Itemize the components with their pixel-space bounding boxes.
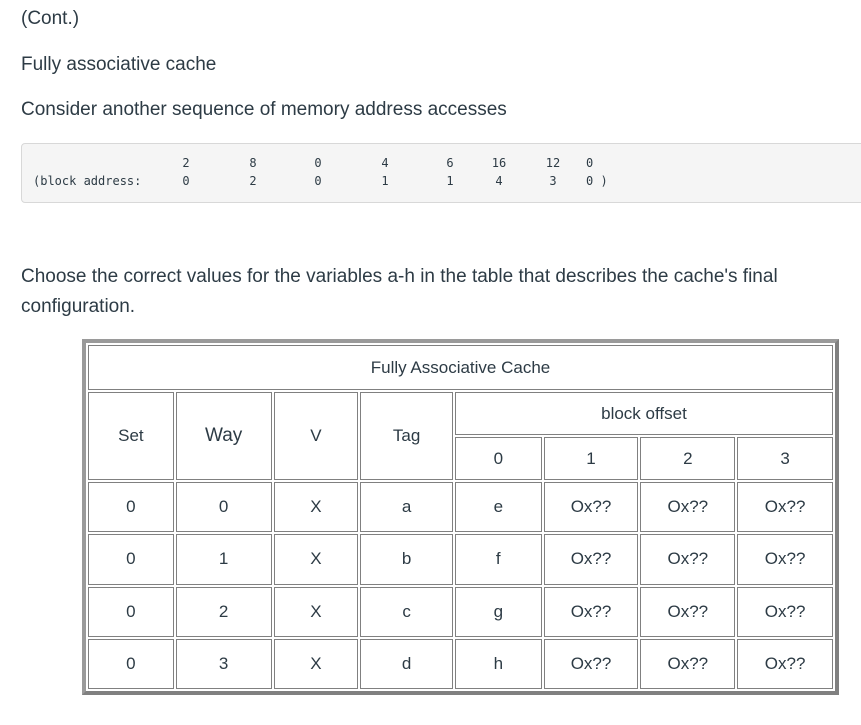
cell-byte: g [455, 587, 542, 637]
cell-byte: Ox?? [544, 482, 639, 532]
cell-set: 0 [88, 482, 174, 532]
cell-way: 2 [176, 587, 272, 637]
instruction-text: Choose the correct values for the variables a-h in the table that describes the cache's final configuration. [21, 266, 778, 317]
header-tag: Tag [360, 392, 453, 480]
cell-set: 0 [88, 534, 174, 584]
cell-byte: e [455, 482, 542, 532]
header-set: Set [88, 392, 174, 480]
cell-set: 0 [88, 639, 174, 689]
code-value: 16 [491, 156, 507, 170]
cell-byte: Ox?? [640, 587, 735, 637]
cell-byte: Ox?? [737, 534, 833, 584]
code-value: 6 [446, 156, 454, 170]
code-value: 1 [446, 174, 454, 188]
cell-byte: Ox?? [544, 587, 639, 637]
offset-header: 2 [640, 437, 735, 480]
section-heading: Fully associative cache [21, 54, 217, 75]
offset-header: 1 [544, 437, 639, 480]
offset-header: 0 [455, 437, 542, 480]
code-value: 0 [314, 156, 322, 170]
header-block-offset: block offset [455, 392, 833, 435]
table-row [88, 482, 833, 532]
cell-byte: h [455, 639, 542, 689]
code-value: 2 [249, 174, 257, 188]
header-way: Way [176, 392, 272, 480]
cell-way: 1 [176, 534, 272, 584]
code-value: 2 [182, 156, 190, 170]
table-row [88, 639, 833, 689]
cell-byte: Ox?? [640, 482, 735, 532]
cache-table [82, 339, 839, 695]
cell-byte: Ox?? [737, 587, 833, 637]
code-value: 12 [545, 156, 561, 170]
code-label: (block address: [33, 174, 142, 188]
cell-v: X [274, 587, 359, 637]
cell-byte: Ox?? [544, 639, 639, 689]
cell-set: 0 [88, 587, 174, 637]
cell-byte: Ox?? [737, 639, 833, 689]
code-value: 0 [586, 156, 594, 170]
code-value: 4 [381, 156, 389, 170]
offset-header: 3 [737, 437, 833, 480]
table-row [88, 587, 833, 637]
cell-tag: b [360, 534, 453, 584]
cell-way: 0 [176, 482, 272, 532]
cell-tag: a [360, 482, 453, 532]
code-value: 8 [249, 156, 257, 170]
code-value: 1 [381, 174, 389, 188]
table-row [88, 534, 833, 584]
address-sequence-code-block [21, 143, 861, 203]
cell-tag: c [360, 587, 453, 637]
cell-byte: Ox?? [640, 639, 735, 689]
header-v: V [274, 392, 359, 480]
code-value: 0 [182, 174, 190, 188]
cell-way: 3 [176, 639, 272, 689]
code-value: 0 [314, 174, 322, 188]
cell-byte: Ox?? [737, 482, 833, 532]
code-value: 4 [495, 174, 503, 188]
table-title: Fully Associative Cache [88, 345, 833, 390]
code-value: 0 ) [586, 174, 608, 188]
cell-tag: d [360, 639, 453, 689]
cell-v: X [274, 639, 359, 689]
cell-byte: Ox?? [640, 534, 735, 584]
cell-byte: f [455, 534, 542, 584]
code-value: 3 [549, 174, 557, 188]
cell-v: X [274, 482, 359, 532]
intro-text: Consider another sequence of memory address accesses [21, 99, 507, 120]
cell-v: X [274, 534, 359, 584]
cell-byte: Ox?? [544, 534, 639, 584]
cont-text: (Cont.) [21, 8, 80, 29]
